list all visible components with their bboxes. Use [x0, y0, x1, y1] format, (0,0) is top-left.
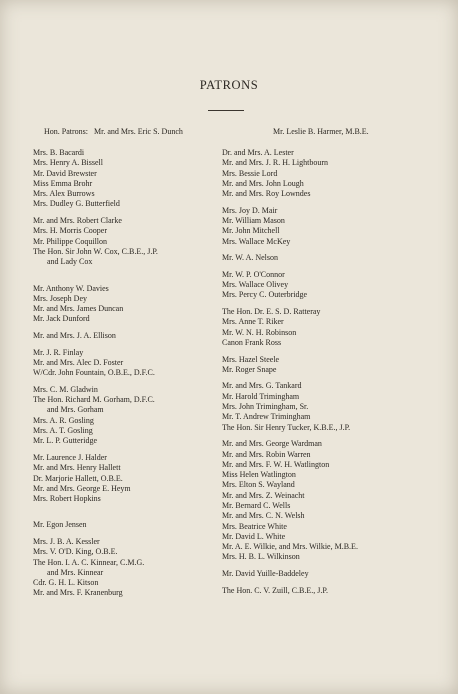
patron-name: W/Cdr. John Fountain, O.B.E., D.F.C.: [33, 368, 155, 378]
patron-name: Mr. and Mrs. Roy Lowndes: [222, 189, 311, 199]
patron-name: Mr. David Brewster: [33, 168, 97, 178]
patron-name: Canon Frank Ross: [222, 337, 282, 347]
patron-group: [222, 307, 432, 348]
patron-group: [33, 453, 223, 504]
patron-name: Mrs. Dudley G. Butterfield: [33, 199, 120, 209]
patron-group: [33, 385, 223, 447]
patron-name: and Lady Cox: [47, 257, 93, 267]
patron-name: The Hon. C. V. Zuill, C.B.E., J.P.: [222, 585, 328, 595]
patron-name: Mr. and Mrs. John Lough: [222, 178, 304, 188]
patron-group: [222, 270, 432, 301]
patron-name: Mrs. Wallace McKey: [222, 236, 291, 246]
patron-name: Mr. A. E. Wilkie, and Mrs. Wilkie, M.B.E.: [222, 542, 358, 552]
patron-name: Mr. and Mrs. Henry Hallett: [33, 463, 121, 473]
patron-name: Miss Emma Brohr: [33, 178, 93, 188]
patron-name: Mrs. Alex Burrows: [33, 189, 95, 199]
patron-group: [222, 253, 432, 263]
patron-name: Mr. Bernard C. Wells: [222, 500, 291, 510]
patron-name: Mrs. B. Bacardi: [33, 148, 85, 157]
patron-name: Mr. and Mrs. F. Kranenburg: [33, 588, 123, 598]
patron-name: Mrs. H. B. L. Wilkinson: [222, 552, 300, 562]
patron-name: Mrs. Robert Hopkins: [33, 494, 101, 504]
patron-group: [222, 148, 432, 199]
patron-name: Mrs. Wallace Olivey: [222, 280, 289, 290]
patron-name: Mr. J. R. Finlay: [33, 347, 84, 357]
patron-group: [222, 439, 432, 563]
patron-name: Mr. David L. White: [222, 531, 286, 541]
patron-name: Mr. and Mrs. Robin Warren: [222, 449, 311, 459]
hon-patrons-line: [44, 127, 183, 136]
patron-name: Mr. and Mrs. James Duncan: [33, 304, 124, 314]
patron-name: Mr. William Mason: [222, 216, 285, 226]
patron-name: and Mrs. Kinnear: [47, 567, 104, 577]
patron-name: Dr. and Mrs. A. Lester: [222, 148, 294, 157]
patron-name: Mr. and Mrs. F. W. H. Watlington: [222, 459, 330, 469]
patron-name: Mrs. Percy C. Outerbridge: [222, 290, 308, 300]
patron-name: Cdr. G. H. L. Kitson: [33, 578, 99, 588]
patron-name: Mr. Egon Jensen: [33, 520, 87, 530]
patron-group: [33, 348, 223, 379]
patron-name: Mrs. C. M. Gladwin: [33, 384, 98, 394]
patron-name: The Hon. I. A. C. Kinnear, C.M.G.: [33, 557, 145, 567]
patron-name: Mrs. Bessie Lord: [222, 168, 278, 178]
patron-name: Mrs. V. O'D. King, O.B.E.: [33, 547, 118, 557]
patron-name: Mrs. Hazel Steele: [222, 354, 280, 364]
patron-group: [33, 331, 223, 341]
patron-name: Mr. and Mrs. Z. Weinacht: [222, 490, 305, 500]
patron-name: Mrs. A. T. Gosling: [33, 426, 93, 436]
patron-name: Mr. and Mrs. G. Tankard: [222, 381, 302, 391]
patron-name: Mrs. Joy D. Mair: [222, 205, 278, 215]
patron-name: Mrs. A. R. Gosling: [33, 415, 94, 425]
patron-group: [33, 284, 223, 325]
patron-group: [33, 537, 223, 599]
patron-name: Mr. Roger Snape: [222, 364, 277, 374]
patron-name: Mr. Philippe Coquillon: [33, 236, 108, 246]
patron-name: Mrs. Joseph Dey: [33, 293, 87, 303]
patron-name: Mr. and Mrs. C. N. Welsh: [222, 511, 305, 521]
patron-name: The Hon. Dr. E. S. D. Ratteray: [222, 307, 321, 317]
patron-name: Mr. and Mrs. J. A. Ellison: [33, 331, 116, 341]
hon-patron-first: Mr. and Mrs. Eric S. Dunch: [94, 127, 183, 136]
patron-name: Mrs. Beatrice White: [222, 521, 287, 531]
patron-group: [222, 569, 432, 579]
patron-name: Mr. W. A. Nelson: [222, 253, 279, 263]
patron-name: Mrs. John Trimingham, Sr.: [222, 402, 309, 412]
patron-name: Mr. Jack Dunford: [33, 314, 90, 324]
patron-name: Mrs. Henry A. Bissell: [33, 158, 103, 168]
patron-group: [222, 355, 432, 376]
patron-name: Mr. W. P. O'Connor: [222, 269, 285, 279]
patron-name: Mr. T. Andrew Trimingham: [222, 412, 311, 422]
patron-name: Mr. and Mrs. Alec D. Foster: [33, 357, 124, 367]
patrons-left-column: [33, 148, 223, 605]
hon-patron-second: Mr. Leslie B. Harmer, M.B.E.: [273, 127, 369, 136]
hon-patrons-label: Hon. Patrons:: [44, 127, 88, 136]
patron-group: [222, 206, 432, 247]
patron-group: [33, 520, 223, 530]
patron-name: Mr. and Mrs. Robert Clarke: [33, 216, 122, 226]
patron-name: The Hon. Sir Henry Tucker, K.B.E., J.P.: [222, 422, 351, 432]
patron-group: [33, 148, 223, 210]
patron-name: Mr. Anthony W. Davies: [33, 283, 109, 293]
patron-name: Miss Helen Watlington: [222, 470, 296, 480]
patron-name: Mr. Harold Trimingham: [222, 391, 300, 401]
patron-name: Mrs. H. Morris Cooper: [33, 226, 107, 236]
patron-group: [222, 586, 432, 596]
patron-name: Dr. Marjorie Hallett, O.B.E.: [33, 473, 123, 483]
patron-name: Mr. and Mrs. J. R. H. Lightbourn: [222, 158, 328, 168]
patron-group: [222, 381, 432, 432]
patron-name: Mr. and Mrs. George E. Heym: [33, 483, 131, 493]
patron-group: [33, 216, 223, 267]
patron-name: Mr. and Mrs. George Wardman: [222, 439, 322, 449]
patron-name: Mrs. Elton S. Wayland: [222, 480, 295, 490]
patron-name: Mr. W. N. H. Robinson: [222, 327, 297, 337]
patron-name: Mr. L. P. Gutteridge: [33, 436, 97, 446]
patron-name: Mr. Laurence J. Halder: [33, 452, 107, 462]
patron-name: Mr. John Mitchell: [222, 226, 280, 236]
title-underline: [208, 110, 244, 111]
patron-name: The Hon. Richard M. Gorham, D.F.C.: [33, 395, 155, 405]
patron-name: Mrs. Anne T. Riker: [222, 317, 284, 327]
patron-name: The Hon. Sir John W. Cox, C.B.E., J.P.: [33, 246, 158, 256]
patron-name: Mrs. J. B. A. Kessler: [33, 536, 100, 546]
patron-name: Mr. David Yuille-Baddeley: [222, 569, 309, 579]
patron-name: and Mrs. Gorham: [47, 405, 104, 415]
page-title: PATRONS: [199, 78, 259, 92]
patrons-right-column: [222, 148, 432, 602]
